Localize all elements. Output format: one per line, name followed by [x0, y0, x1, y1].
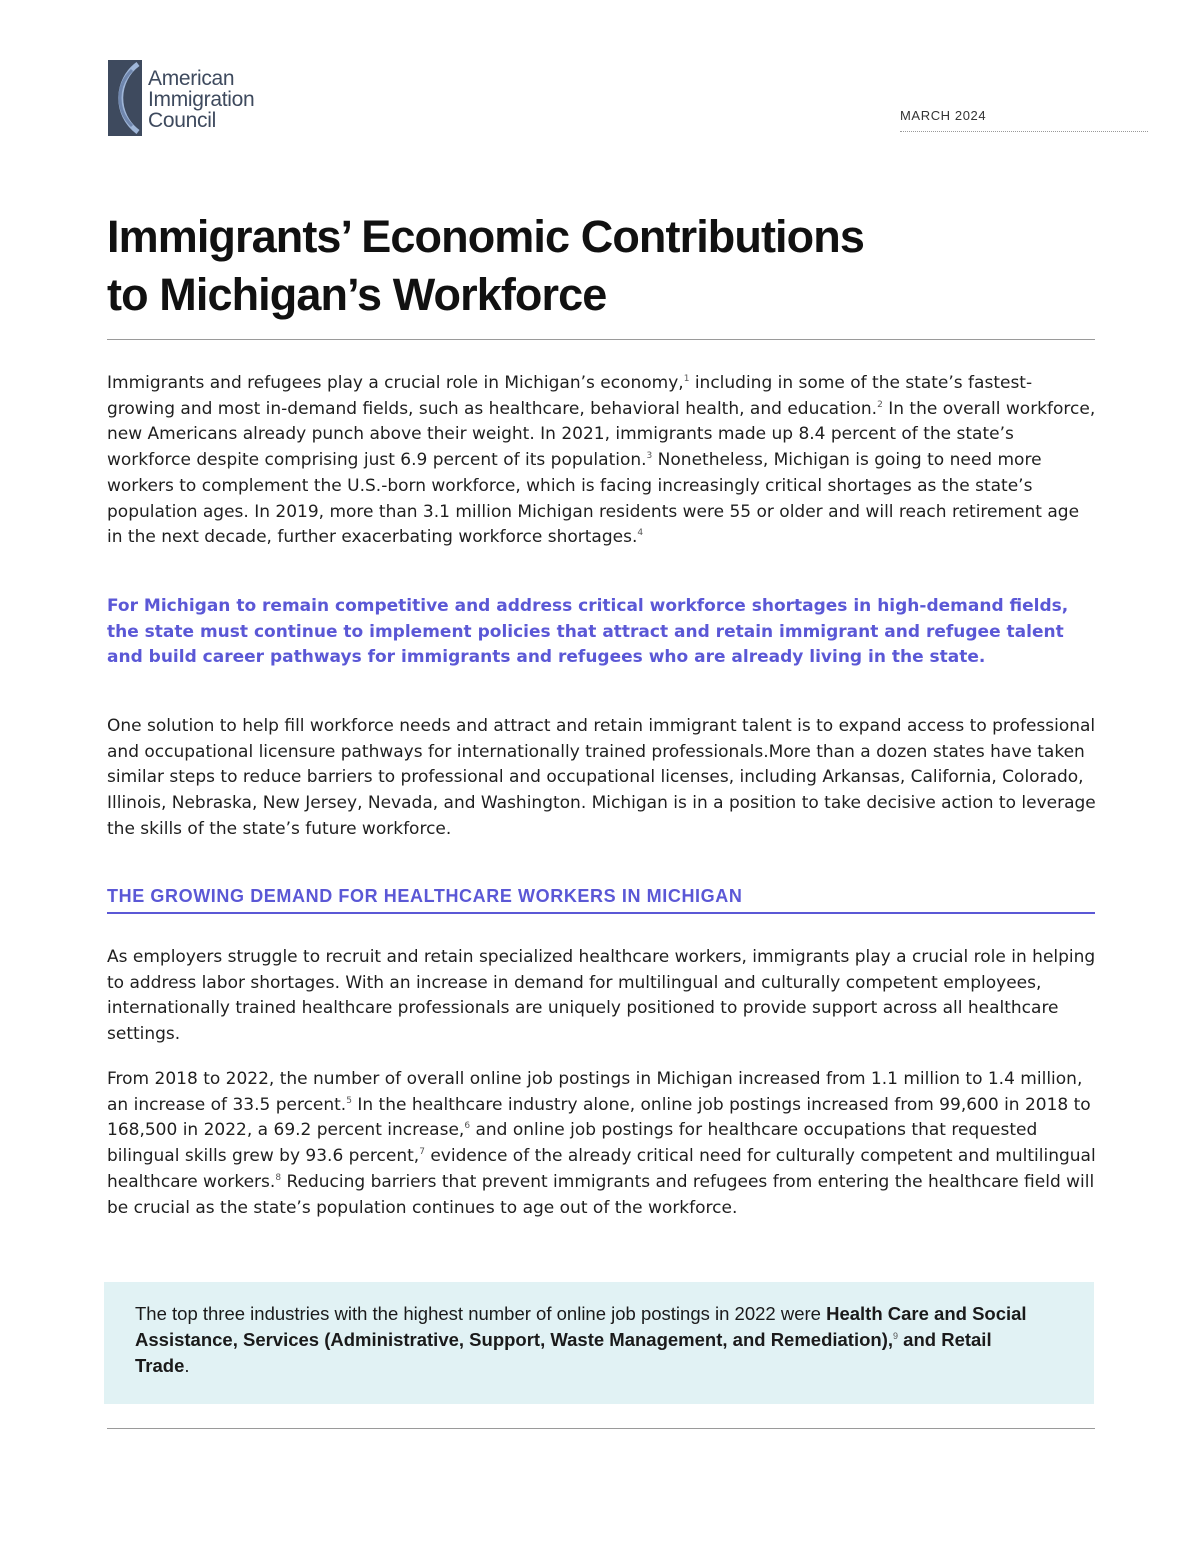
- callout-text: [135, 1301, 1035, 1379]
- footnote-ref-2[interactable]: 2: [877, 399, 883, 410]
- footnote-ref-1[interactable]: 1: [683, 374, 690, 384]
- title-divider: [107, 339, 1095, 340]
- footnote-ref-5[interactable]: 5: [346, 1095, 352, 1106]
- publication-date: MARCH 2024: [900, 108, 987, 123]
- organization-logo: [108, 60, 278, 138]
- intro-text-2: including in some of the state’s fastest-growing and most in-demand fields, such as healthcare, behavioral health, and education.: [107, 373, 1033, 419]
- postings-text-4: evidence of the already critical need for culturally competent and multilingual healthcare workers.: [107, 1146, 1096, 1192]
- org-name-line-3: Council: [148, 109, 216, 132]
- solution-paragraph: One solution to help fill workforce needs and attract and retain immigrant talent is to expand access to professional and occupational licensure pathways for internationally trained professionals.More than a dozen states have taken similar steps to reduce barriers to professional and occupational licenses, including Arkansas, California, Colorado, Illinois, Nebraska, New Jersey, Nevada, and Washington. Michigan is in a position to take decisive action to leverage the skills of the state’s future workforce.: [107, 716, 1096, 839]
- footnote-ref-4[interactable]: 4: [637, 528, 644, 539]
- postings-text-3: and online job postings for healthcare occupations that requested bilingual skills grew by 93.6 percent,: [107, 1120, 1038, 1167]
- date-divider: [900, 131, 1148, 132]
- footnote-ref-9[interactable]: 9: [893, 1331, 899, 1341]
- title-line-2: to Michigan’s Workforce: [107, 269, 607, 320]
- callout-industries-2: Retail Trade: [135, 1329, 992, 1376]
- footer-divider: [107, 1428, 1095, 1429]
- callout-prefix: The top three industries with the highest number of online job postings in 2022 were: [135, 1303, 827, 1324]
- intro-paragraph: [107, 371, 1097, 551]
- intro-text-3: In the overall workforce, new Americans already punch above their weight. In 2021, immigrants made up 8.4 percent of the state’s workforce despite comprising just 6.9 percent of its population.: [107, 398, 1096, 471]
- footnote-ref-3[interactable]: 3: [646, 451, 653, 462]
- callout-box: [104, 1282, 1094, 1404]
- callout-industries-1: Health Care and Social Assistance, Services (Administrative, Support, Waste Management, and Remediation),: [135, 1303, 1027, 1350]
- intro-text-4: Nonetheless, Michigan is going to need more workers to complement the U.S.-born workforce, which is facing increasingly critical shortages as the state’s population ages. In 2019, more than 3.1 million Michigan residents were 55 or older and will reach retirement age in the next decade, further exacerbating workforce shortages.: [107, 450, 1080, 548]
- footnote-ref-8[interactable]: 8: [275, 1172, 282, 1183]
- postings-text-1: From 2018 to 2022, the number of overall online job postings in Michigan increased from 1.1 million to 1.4 million, an increase of 33.5 percent.: [107, 1069, 1083, 1115]
- callout-conjunction: and: [898, 1329, 942, 1350]
- postings-text-5: Reducing barriers that prevent immigrants and refugees from entering the healthcare field will be crucial as the state’s population continues to age out of the workforce.: [107, 1171, 1095, 1218]
- page-title: [107, 208, 1107, 324]
- footnote-ref-6[interactable]: 6: [464, 1121, 471, 1132]
- organization-name: [148, 68, 254, 131]
- postings-text-2: In the healthcare industry alone, online job postings increased from 99,600 in 2018 to 168,500 in 2022, a 69.2 percent increase,: [107, 1094, 1091, 1141]
- section-heading-rule: [107, 912, 1095, 914]
- section-heading: THE GROWING DEMAND FOR HEALTHCARE WORKERS IN MICHIGAN: [107, 886, 743, 906]
- org-name-line-2: Immigration: [148, 88, 255, 111]
- intro-text-1: Immigrants and refugees play a crucial role in Michigan’s economy,: [107, 373, 684, 393]
- org-name-line-1: American: [148, 67, 235, 90]
- employers-paragraph: As employers struggle to recruit and retain specialized healthcare workers, immigrants play a crucial role in helping to address labor shortages. With an increase in demand for multilingual and culturally competent employees, internationally trained healthcare professionals are uniquely positioned to provide support across all healthcare settings.: [107, 947, 1096, 1045]
- job-postings-paragraph: [107, 1067, 1097, 1221]
- logo-mark-icon: [108, 60, 142, 136]
- title-line-1: Immigrants’ Economic Contributions: [107, 211, 864, 262]
- callout-suffix: .: [184, 1355, 190, 1376]
- lead-statement: For Michigan to remain competitive and address critical workforce shortages in high-demand fields, the state must continue to implement policies that attract and retain immigrant and refugee talent and build career pathways for immigrants and refugees who are already living in the state.: [107, 596, 1069, 668]
- footnote-ref-7[interactable]: 7: [419, 1147, 425, 1158]
